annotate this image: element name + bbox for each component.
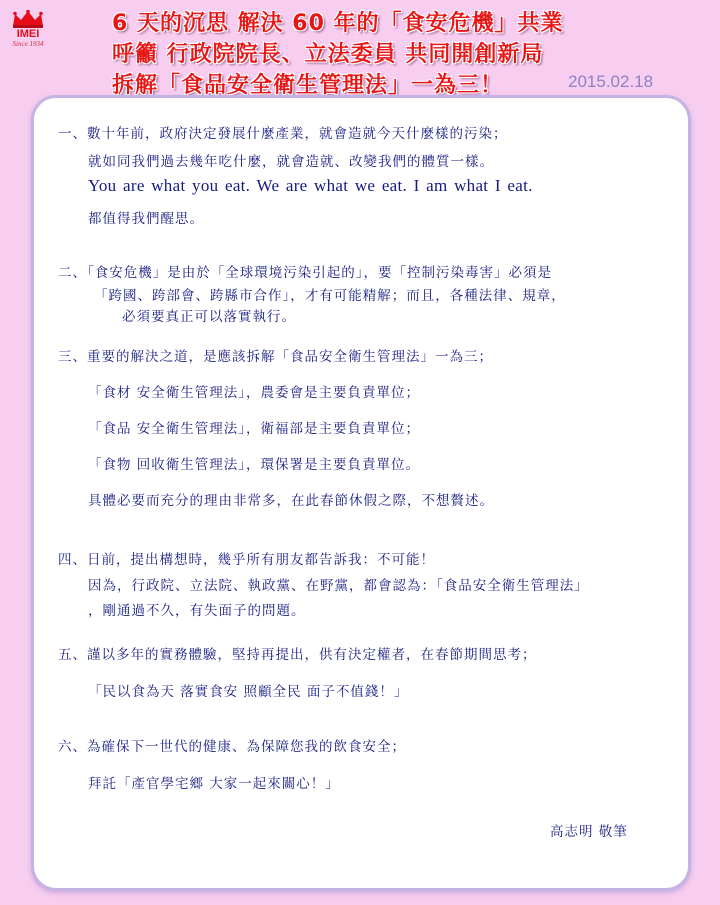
section-6-line-1: 六、為確保下一世代的健康、為保障您我的飲食安全；	[58, 739, 406, 755]
section-1-english-line: You are what you eat. We are what we eat. I am what I eat.	[88, 176, 533, 195]
section-2-line-3: 必須要真正可以落實執行。	[122, 309, 296, 325]
letter-panel	[34, 98, 688, 888]
section-5-line-2: 「民以食為天 落實食安 照顧全民 面子不值錢！」	[88, 684, 409, 700]
section-4-line-3: ，剛通過不久，有失面子的問題。	[88, 603, 306, 619]
headline-2: 呼籲 行政院院長、立法委員 共同開創新局	[112, 42, 544, 67]
crown-icon	[11, 10, 45, 28]
headline-3: 拆解「食品安全衛生管理法」一為三！	[112, 73, 504, 98]
section-3-line-1: 三、重要的解決之道，是應該拆解「食品安全衛生管理法」一為三；	[58, 349, 493, 365]
section-2-line-2: 「跨國、跨部會、跨縣市合作」，才有可能精解；而且，各種法律、規章，	[94, 288, 566, 304]
headline-1: 6 天的沉思 解決 60 年的「食安危機」共業	[112, 11, 564, 36]
section-4-line-2: 因為，行政院、立法院、執政黨、在野黨，都會認為：「食品安全衛生管理法」	[88, 578, 589, 594]
logo-since: Since 1934	[12, 40, 44, 48]
section-3-line-4: 「食物 回收衛生管理法」，環保署是主要負責單位。	[88, 457, 421, 473]
signature: 高志明 敬筆	[550, 824, 628, 840]
section-1-line-4: 都值得我們醒思。	[88, 211, 204, 227]
section-5-line-1: 五、謹以多年的實務體驗，堅持再提出，供有決定權者，在春節期間思考；	[58, 647, 537, 663]
date-stamp: 2015.02.18	[568, 72, 654, 91]
section-3-line-5: 具體必要而充分的理由非常多，在此春節休假之際，不想贅述。	[88, 493, 494, 509]
section-4-line-1: 四、日前，提出構想時，幾乎所有朋友都告訴我：不可能！	[58, 552, 435, 568]
section-6-line-2: 拜託「產官學宅鄉 大家一起來關心！」	[88, 776, 340, 792]
section-1-line-2: 就如同我們過去幾年吃什麼，就會造就、改變我們的體質一樣。	[88, 154, 494, 170]
section-2-line-1: 二、「食安危機」是由於「全球環境污染引起的」，要「控制污染毒害」必須是	[58, 265, 552, 281]
section-3-line-3: 「食品 安全衛生管理法」，衛福部是主要負責單位；	[88, 421, 421, 437]
section-3-line-2: 「食材 安全衛生管理法」，農委會是主要負責單位；	[88, 385, 421, 401]
logo-brand: IMEI	[16, 28, 40, 40]
section-1-line-1: 一、數十年前，政府決定發展什麼產業，就會造就今天什麼樣的污染；	[58, 126, 508, 142]
header-title	[98, 8, 564, 101]
imei-logo	[8, 10, 48, 58]
